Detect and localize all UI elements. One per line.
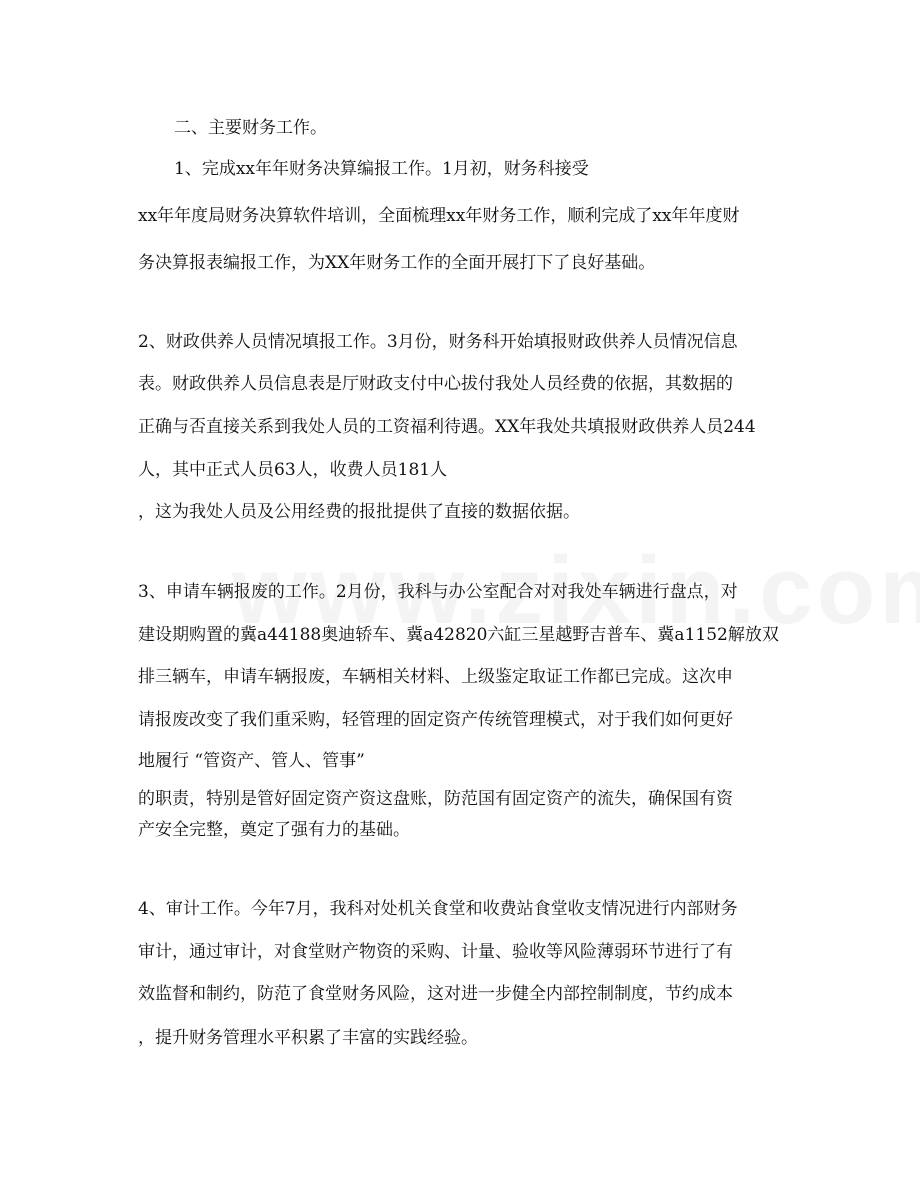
paragraph-line: 4、审计工作。今年7月，我科对处机关食堂和收费站食堂收支情况进行内部财务 — [138, 899, 738, 919]
paragraph-line: 2、财政供养人员情况填报工作。3月份，财务科开始填报财政供养人员情况信息 — [138, 332, 738, 352]
paragraph-line: 的职责，特别是管好固定资产资这盘账，防范国有固定资产的流失，确保国有资 — [138, 789, 733, 809]
paragraph-line: 排三辆车，申请车辆报废，车辆相关材料、上级鉴定取证工作都已完成。这次申 — [138, 667, 733, 687]
section-heading: 二、主要财务工作。 — [174, 118, 327, 138]
paragraph-line: 产安全完整，奠定了强有力的基础。 — [138, 820, 410, 840]
paragraph-line: 务决算报表编报工作，为XX年财务工作的全面开展打下了良好基础。 — [138, 253, 656, 273]
paragraph-line: 人，其中正式人员63人，收费人员181人 — [138, 460, 448, 480]
paragraph-line: 请报废改变了我们重采购，轻管理的固定资产传统管理模式，对于我们如何更好 — [138, 710, 733, 730]
paragraph-line: 3、申请车辆报废的工作。2月份，我科与办公室配合对对我处车辆进行盘点，对 — [138, 582, 738, 602]
paragraph-line: ，这为我处人员及公用经费的报批提供了直接的数据依据。 — [138, 502, 580, 522]
paragraph-line: xx年年度局财务决算软件培训，全面梳理xx年财务工作，顺利完成了xx年年度财 — [138, 206, 740, 226]
paragraph-line: ，提升财务管理水平积累了丰富的实践经验。 — [138, 1028, 478, 1048]
paragraph-line: 审计，通过审计，对食堂财产物资的采购、计量、验收等风险薄弱环节进行了有 — [138, 942, 733, 962]
paragraph-line: 表。财政供养人员信息表是厅财政支付中心拔付我处人员经费的依据，其数据的 — [138, 374, 733, 394]
paragraph-line: 地履行 “管资产、管人、管事” — [138, 751, 365, 771]
paragraph-line: 建设期购置的冀a44188奥迪轿车、冀a42820六缸三星越野吉普车、冀a1152解放双 — [138, 625, 779, 645]
paragraph-line: 1、完成xx年年财务决算编报工作。1月初，财务科接受 — [174, 159, 589, 179]
paragraph-line: 效监督和制约，防范了食堂财务风险，这对进一步健全内部控制制度，节约成本 — [138, 984, 733, 1004]
paragraph-line: 正确与否直接关系到我处人员的工资福利待遇。XX年我处共填报财政供养人员244 — [138, 417, 756, 437]
